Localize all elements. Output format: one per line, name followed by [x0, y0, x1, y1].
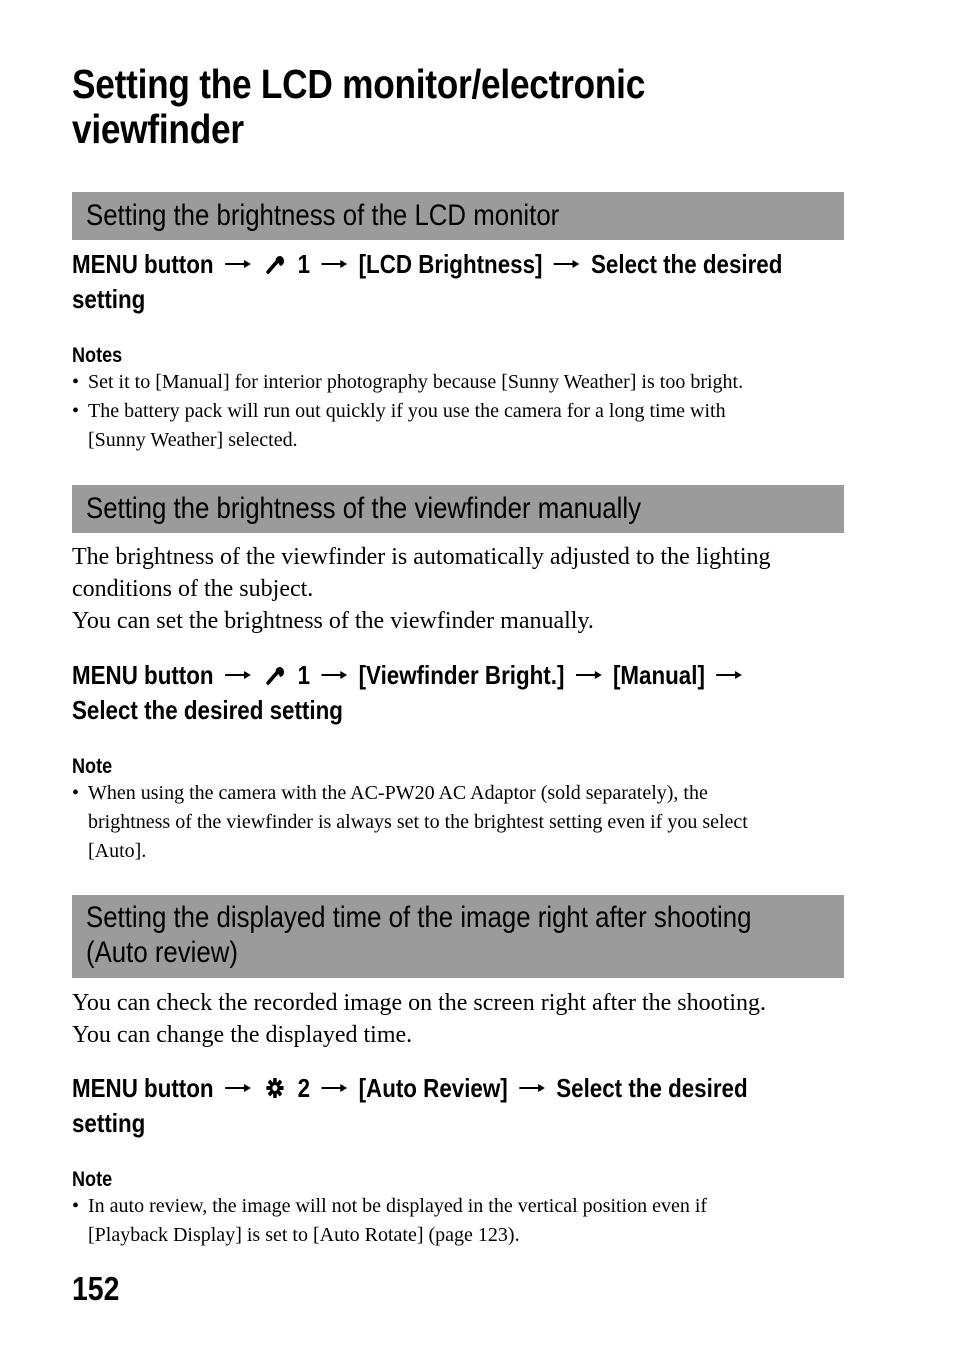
menu-procedure-lcd [72, 247, 782, 282]
note-continuation: [Auto]. [88, 840, 147, 862]
page-title [72, 62, 760, 152]
menu-item-label: [Auto Review] [358, 1073, 508, 1103]
right-arrow-icon [225, 259, 251, 269]
body-text: You can set the brightness of the viewfinder manually. [72, 608, 594, 634]
section-heading-text: Setting the brightness of the LCD monitor [86, 199, 560, 232]
right-arrow-icon [225, 1083, 251, 1093]
menu-button-label: MENU button [72, 660, 214, 690]
note-item: • When using the camera with the AC-PW20 AC Adaptor (sold separately), the [72, 782, 708, 804]
menu-tail-text: Select the desired [591, 249, 783, 279]
section-heading-auto-review [72, 895, 844, 978]
section-heading-text: Setting the brightness of the viewfinder manually [86, 492, 642, 525]
note-heading: Note [72, 755, 113, 778]
note-text: The battery pack will run out quickly if you use the camera for a long time with [88, 400, 726, 422]
menu-tab-number: 2 [297, 1073, 311, 1103]
menu-procedure-viewfinder-line2: Select the desired setting [72, 695, 343, 725]
menu-button-label: MENU button [72, 1073, 214, 1103]
menu-tab-number: 1 [297, 249, 311, 279]
menu-tail-text: Select the desired [556, 1073, 748, 1103]
menu-procedure-lcd-line2: setting [72, 284, 146, 314]
menu-procedure-auto-review-line2: setting [72, 1108, 146, 1138]
right-arrow-icon [225, 670, 251, 680]
section-heading-lcd-brightness [72, 192, 844, 240]
page-title-line1: Setting the LCD monitor/electronic [72, 61, 646, 107]
note-continuation: [Playback Display] is set to [Auto Rotate] (page 123). [88, 1224, 520, 1246]
right-arrow-icon [576, 670, 602, 680]
body-text: conditions of the subject. [72, 576, 314, 602]
right-arrow-icon [554, 259, 580, 269]
menu-procedure-viewfinder [72, 658, 747, 693]
section-heading-text: Setting the displayed time of the image right after shooting [86, 901, 752, 934]
page-number: 152 [72, 1270, 120, 1307]
notes-heading: Notes [72, 344, 123, 367]
note-text: Set it to [Manual] for interior photography because [Sunny Weather] is too bright. [88, 371, 744, 393]
note-item: • In auto review, the image will not be displayed in the vertical position even if [72, 1195, 708, 1217]
menu-tab-number: 1 [297, 660, 311, 690]
note-text: When using the camera with the AC-PW20 AC Adaptor (sold separately), the [88, 782, 708, 804]
right-arrow-icon [321, 259, 347, 269]
right-arrow-icon [321, 1083, 347, 1093]
wrench-icon [266, 253, 285, 275]
note-heading: Note [72, 1168, 113, 1191]
section-heading-text: (Auto review) [86, 936, 238, 969]
page-title-line2: viewfinder [72, 106, 244, 152]
section-heading-viewfinder-brightness [72, 485, 844, 533]
note-item: • Set it to [Manual] for interior photography because [Sunny Weather] is too bright. [72, 371, 744, 393]
wrench-icon [266, 664, 285, 686]
menu-item-label: [LCD Brightness] [358, 249, 543, 279]
note-text: In auto review, the image will not be displayed in the vertical position even if [88, 1195, 708, 1217]
menu-item-label: [Viewfinder Bright.] [358, 660, 565, 690]
body-text: The brightness of the viewfinder is automatically adjusted to the lighting [72, 544, 771, 570]
right-arrow-icon [716, 670, 742, 680]
gear-icon [266, 1077, 285, 1099]
menu-button-label: MENU button [72, 249, 214, 279]
right-arrow-icon [321, 670, 347, 680]
note-continuation: brightness of the viewfinder is always set to the brightest setting even if you select [88, 811, 748, 833]
menu-procedure-auto-review [72, 1071, 748, 1106]
body-text: You can change the displayed time. [72, 1022, 413, 1048]
note-item: • The battery pack will run out quickly if you use the camera for a long time with [72, 400, 726, 422]
menu-item-label: [Manual] [612, 660, 705, 690]
body-text: You can check the recorded image on the screen right after the shooting. [72, 990, 766, 1016]
right-arrow-icon [519, 1083, 545, 1093]
note-continuation: [Sunny Weather] selected. [88, 429, 298, 451]
